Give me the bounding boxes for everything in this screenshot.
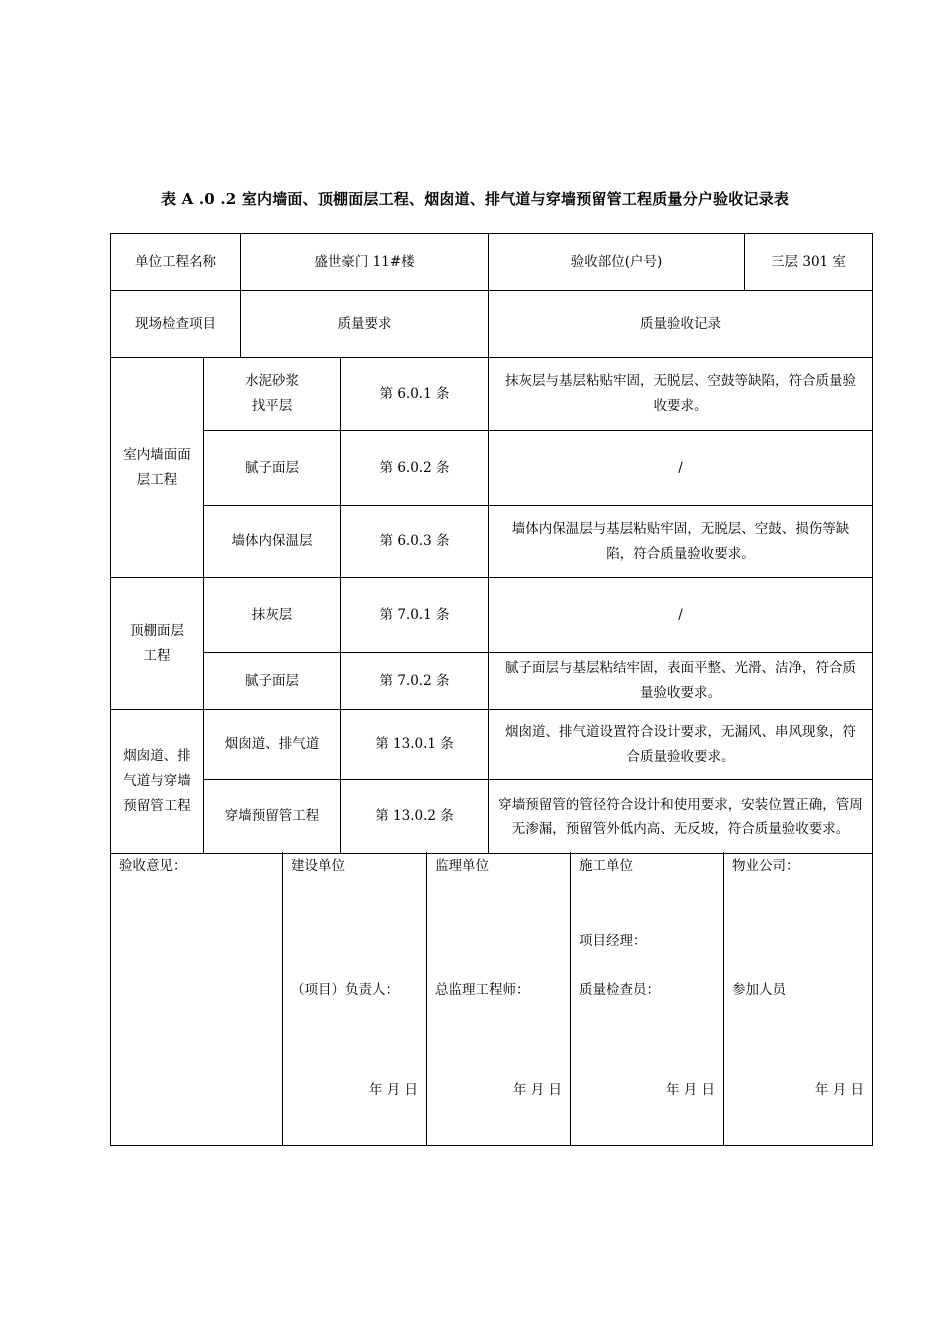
record: 烟囱道、排气道设置符合设计要求，无漏风、串风现象，符合质量验收要求。 <box>489 710 873 780</box>
supervisor-person-label: 总监理工程师： <box>435 982 530 998</box>
contractor-pm-label: 项目经理： <box>579 933 647 949</box>
item-name: 水泥砂浆找平层 <box>204 358 341 431</box>
opinion-cell <box>111 852 283 1145</box>
opinion-label: 验收意见： <box>119 858 187 874</box>
supervisor-cell <box>427 852 571 1145</box>
requirement: 第 6.0.1 条 <box>341 358 489 431</box>
project-name-label: 单位工程名称 <box>111 234 241 291</box>
record: / <box>489 431 873 506</box>
project-name-value: 盛世豪门 11#楼 <box>241 234 489 291</box>
inspection-table <box>110 233 873 854</box>
item-name: 抹灰层 <box>204 578 341 653</box>
group-name: 室内墙面面层工程 <box>111 358 204 578</box>
col-header-record: 质量验收记录 <box>489 291 873 358</box>
requirement: 第 6.0.2 条 <box>341 431 489 506</box>
group-name: 烟囱道、排气道与穿墙预留管工程 <box>111 710 204 854</box>
requirement: 第 7.0.2 条 <box>341 653 489 710</box>
contractor-inspector-label: 质量检查员： <box>579 982 660 998</box>
item-name: 烟囱道、排气道 <box>204 710 341 780</box>
supervisor-date: 年 月 日 <box>512 1082 562 1098</box>
col-header-requirement: 质量要求 <box>241 291 489 358</box>
record: 穿墙预留管的管径符合设计和使用要求，安装位置正确，管周无渗漏，预留管外低内高、无反坡，符合质量验收要求。 <box>489 780 873 854</box>
location-value: 三层 301 室 <box>745 234 873 291</box>
contractor-label: 施工单位 <box>579 858 633 874</box>
item-name: 腻子面层 <box>204 653 341 710</box>
record: 墙体内保温层与基层粘贴牢固，无脱层、空鼓、损伤等缺陷，符合质量验收要求。 <box>489 506 873 578</box>
contractor-cell <box>571 852 724 1145</box>
contractor-date: 年 月 日 <box>665 1082 715 1098</box>
signoff-table <box>110 852 873 1146</box>
supervisor-label: 监理单位 <box>435 858 489 874</box>
owner-cell <box>283 852 427 1145</box>
form-title: 表 A .0 .2 室内墙面、顶棚面层工程、烟囱道、排气道与穿墙预留管工程质量分户验收记录表 <box>160 190 790 208</box>
record: / <box>489 578 873 653</box>
requirement: 第 13.0.1 条 <box>341 710 489 780</box>
property-label: 物业公司： <box>732 858 800 874</box>
owner-label: 建设单位 <box>291 858 345 874</box>
record: 抹灰层与基层粘贴牢固，无脱层、空鼓等缺陷，符合质量验收要求。 <box>489 358 873 431</box>
item-name: 腻子面层 <box>204 431 341 506</box>
owner-person-label: （项目）负责人： <box>291 982 399 998</box>
requirement: 第 7.0.1 条 <box>341 578 489 653</box>
property-person-label: 参加人员 <box>732 982 786 998</box>
requirement: 第 6.0.3 条 <box>341 506 489 578</box>
property-cell <box>724 852 873 1145</box>
item-name: 穿墙预留管工程 <box>204 780 341 854</box>
col-header-item: 现场检查项目 <box>111 291 241 358</box>
item-name: 墙体内保温层 <box>204 506 341 578</box>
property-date: 年 月 日 <box>814 1082 864 1098</box>
owner-date: 年 月 日 <box>368 1082 418 1098</box>
location-label: 验收部位(户号) <box>489 234 745 291</box>
group-name: 顶棚面层工程 <box>111 578 204 710</box>
record: 腻子面层与基层粘结牢固，表面平整、光滑、洁净，符合质量验收要求。 <box>489 653 873 710</box>
requirement: 第 13.0.2 条 <box>341 780 489 854</box>
